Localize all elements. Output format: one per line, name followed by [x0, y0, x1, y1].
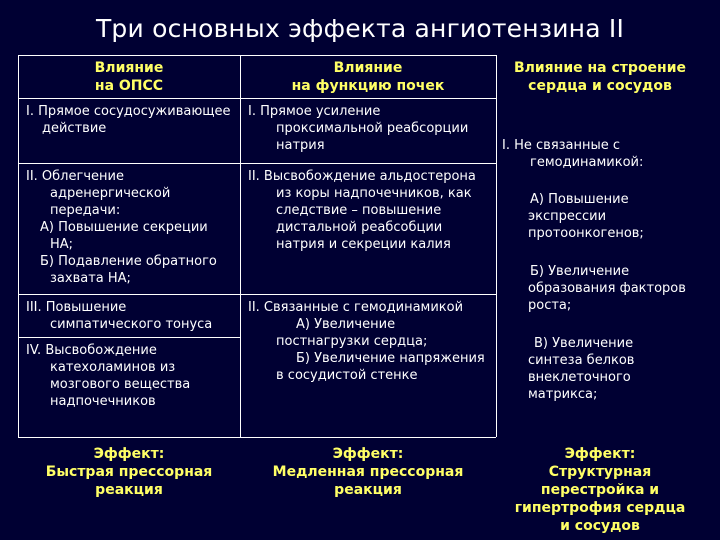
- structure-intro: I. Не связанные с гемодинамикой:: [502, 138, 644, 170]
- header-opss: Влияние на ОПСС: [94, 60, 164, 94]
- effect-kidney: Эффект: Медленная прессорная реакция: [272, 446, 464, 498]
- kidney-row-1: I. Прямое усиление проксимальной реабсорции натрия: [248, 104, 469, 153]
- header-kidney: Влияние на функцию почек: [291, 60, 445, 94]
- kidney-row-3: II. Связанные с гемодинамикой А) Увеличение постнагрузки сердца; Б) Увеличение напряжения в сосудистой стенке: [248, 300, 485, 383]
- effect-structure: Эффект: Структурная перестройка и гипертрофия сердца и сосудов: [514, 446, 686, 534]
- effect-opss: Эффект: Быстрая прессорная реакция: [45, 446, 213, 498]
- structure-item-a: А) Повышение экспрессии протоонкогенов;: [528, 192, 644, 241]
- structure-item-b: Б) Увеличение образования факторов роста;: [528, 264, 686, 313]
- header-structure: Влияние на строение сердца и сосудов: [513, 60, 687, 94]
- effects-table: [18, 55, 700, 540]
- structure-item-c: В) Увеличение синтеза белков внеклеточного матрикса;: [528, 336, 635, 402]
- opss-row-2: II. Облегчение адренергической передачи: А) Повышение секреции НА; Б) Подавление обратного захвата НА;: [26, 169, 217, 286]
- opss-row-3: III. Повышение симпатического тонуса: [26, 300, 213, 332]
- slide-title: Три основных эффекта ангиотензина II: [95, 14, 625, 43]
- row-divider-2: [18, 294, 496, 295]
- kidney-row-2: II. Высвобождение альдостерона из коры надпочечников, как следствие – повышение дистальной реабсобции натрия и секреции калия: [248, 169, 476, 252]
- table-border-header: [18, 98, 496, 99]
- row-divider-3: [18, 337, 240, 338]
- opss-row-4: IV. Высвобождение катехоламинов из мозгового вещества надпочечников: [26, 343, 191, 409]
- row-divider-effects: [18, 437, 496, 438]
- table-border-left: [18, 55, 19, 437]
- col-divider-2: [496, 55, 497, 437]
- opss-row-1: I. Прямое сосудосуживающее действие: [26, 104, 231, 136]
- row-divider-1: [18, 163, 496, 164]
- table-border-top: [18, 55, 496, 56]
- col-divider-1: [240, 55, 241, 437]
